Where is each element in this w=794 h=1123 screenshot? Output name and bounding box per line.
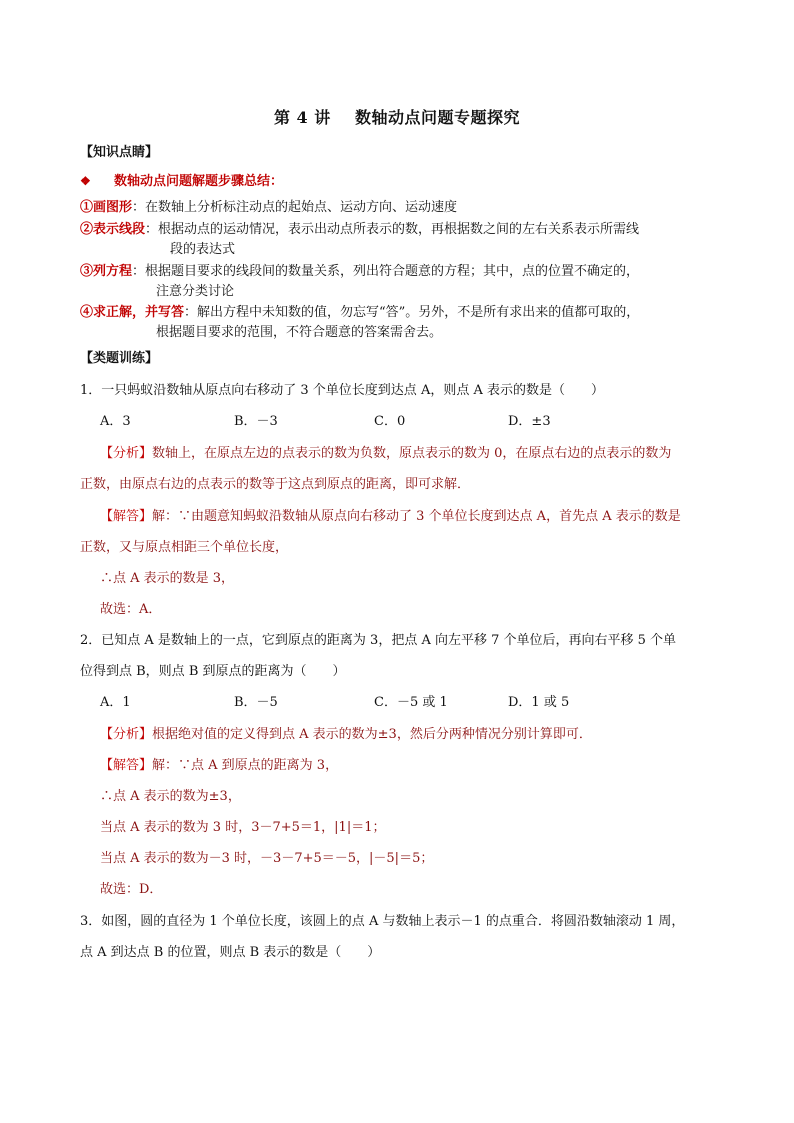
summary-title: 数轴动点问题解题步骤总结： bbox=[114, 174, 284, 189]
q2-option-d: D．1 或 5 bbox=[508, 695, 570, 710]
q2-option-c: C．－5 或 1 bbox=[374, 695, 448, 710]
q2-choice: 故选：D． bbox=[100, 882, 163, 897]
q2-solution-line2: ∴点 A 表示的数为±3， bbox=[100, 789, 241, 804]
q2-analysis: 【分析】根据绝对值的定义得到点 A 表示的数为±3，然后分两种情况分别计算即可． bbox=[100, 727, 592, 742]
step-4-cont: 根据题目要求的范围，不符合题意的答案需舍去。 bbox=[156, 325, 443, 340]
q3-stem: 3．如图，圆的直径为 1 个单位长度，该圆上的点 A 与数轴上表示－1 的点重合．将圆沿数轴滚动 1 周， bbox=[80, 914, 685, 929]
training-heading: 【类题训练】 bbox=[80, 351, 159, 366]
q2-option-a: A．1 bbox=[100, 695, 131, 710]
q1-analysis: 【分析】数轴上，在原点左边的点表示的数为负数，原点表示的数为 0，在原点右边的点表示的数为 bbox=[100, 446, 672, 461]
q2-solution-line4: 当点 A 表示的数为－3 时，－3－7+5＝－5，|－5|＝5； bbox=[100, 851, 434, 866]
q1-analysis-cont: 正数，由原点右边的点表示的数等于这点到原点的距离，即可求解． bbox=[80, 477, 471, 492]
q1-solution: 【解答】解：∵由题意知蚂蚁沿数轴从原点向右移动了 3 个单位长度到达点 A，首先点 A 表示的数是 bbox=[100, 509, 681, 524]
q3-stem-cont: 点 A 到达点 B 的位置，则点 B 表示的数是（ ） bbox=[80, 945, 381, 960]
step-3-cont: 注意分类讨论 bbox=[156, 284, 235, 299]
q1-option-b: B．－3 bbox=[234, 414, 278, 429]
q1-solution-cont: 正数，又与原点相距三个单位长度， bbox=[80, 540, 289, 555]
step-3: ③列方程：根据题目要求的线段间的数量关系，列出符合题意的方程；其中，点的位置不确定的， bbox=[80, 264, 640, 279]
q1-option-d: D．±3 bbox=[508, 414, 551, 429]
step-4: ④求正解，并写答：解出方程中未知数的值，勿忘写“答”。另外，不是所有求出来的值都可取的， bbox=[80, 305, 640, 320]
step-1: ①画图形：在数轴上分析标注动点的起始点、运动方向、运动速度 bbox=[80, 200, 458, 215]
q2-stem: 2．已知点 A 是数轴上的一点，它到原点的距离为 3，把点 A 向左平移 7 个单位后，再向右平移 5 个单 bbox=[80, 633, 677, 648]
q2-stem-cont: 位得到点 B，则点 B 到原点的距离为（ ） bbox=[80, 664, 346, 679]
q2-solution-line3: 当点 A 表示的数为 3 时，3－7+5＝1，|1|＝1； bbox=[100, 820, 386, 835]
diamond-bullet-icon: ❖ bbox=[80, 174, 91, 188]
q1-choice: 故选：A． bbox=[100, 602, 162, 617]
step-2: ②表示线段：根据动点的运动情况，表示出动点所表示的数，再根据数之间的左右关系表示所需线 bbox=[80, 222, 640, 237]
q1-stem: 1．一只蚂蚁沿数轴从原点向右移动了 3 个单位长度到达点 A，则点 A 表示的数是（ ） bbox=[80, 383, 604, 398]
page-title: 第 4 讲 数轴动点问题专题探究 bbox=[273, 108, 521, 127]
q1-solution-result: ∴点 A 表示的数是 3， bbox=[100, 571, 235, 586]
q2-solution: 【解答】解：∵点 A 到原点的距离为 3， bbox=[100, 758, 339, 773]
summary-title-line bbox=[80, 172, 283, 191]
q1-option-c: C．0 bbox=[374, 414, 406, 429]
step-2-cont: 段的表达式 bbox=[170, 242, 236, 257]
knowledge-heading: 【知识点睛】 bbox=[80, 145, 159, 160]
q2-option-b: B．－5 bbox=[234, 695, 278, 710]
q1-option-a: A．3 bbox=[100, 414, 131, 429]
